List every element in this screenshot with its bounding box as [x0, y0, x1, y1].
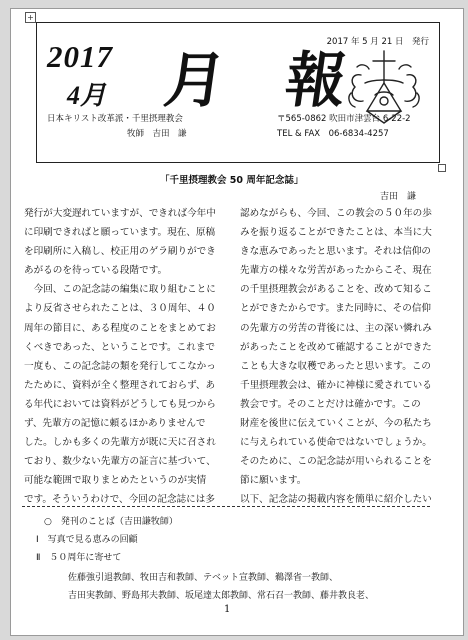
text-line: あがるのを待っている段階です。 [24, 265, 168, 277]
text-line: くべきであった、ということです。これまで [24, 341, 216, 353]
issue-year: 2017 [47, 39, 113, 74]
text-line: ことも大きな収穫であったと思います。この [240, 360, 432, 372]
text-line: そのために、この記念誌が用いられることを [240, 456, 432, 468]
text-line: に印刷できればと願っています。現在、原稿 [24, 227, 216, 239]
pastor-name: 牧師 吉田 謙 [127, 129, 187, 139]
text-line: ており、数少ない先輩方の証言に基づいて、 [24, 456, 216, 468]
article-column-left [24, 204, 220, 510]
toc-item: Ⅱ ５０周年に寄せて [36, 553, 122, 563]
toc-item: ○ 発刊のことば（吉田謙牧師） [44, 517, 178, 527]
text-line: の先輩方の労苦の背後には、主の深い憐れみ [240, 322, 432, 334]
article-title: 「千里摂理教会 50 周年記念誌」 [160, 175, 304, 186]
church-address: 〒565-0862 吹田市津雲台 6-22-2 [277, 114, 411, 124]
text-line: 周年の節目に、ある程度のことをまとめてお [24, 322, 216, 334]
toc-item: Ⅰ 写真で見る恵みの回顧 [36, 535, 138, 545]
toc-item: 吉田実教師、野島邦夫教師、坂尾達太郎教師、常石召一教師、藤井教良老、 [68, 591, 375, 601]
text-line: たために、資料が全く整理されておらず、あ [24, 379, 216, 391]
text-line: る年代においては資料がどうしても見つから [24, 398, 216, 410]
text-line: 教会です。そのことだけは確かです。この [240, 398, 421, 410]
text-line: 財産を後世に伝えていくことが、今の私たち [240, 418, 432, 430]
toc-item: 佐藤強引退教師、牧田吉和教師、テベット宣教師、鵜澤省一教師、 [68, 573, 339, 583]
newsletter-masthead [36, 22, 440, 163]
text-line: 節に願います。 [240, 475, 307, 487]
article-author: 吉田 謙 [380, 192, 417, 202]
text-line: ず、先輩方の記憶に頼るほかありませんで [24, 418, 206, 430]
text-line: 先輩方の様々な労苦があったからこそ、現在 [240, 265, 432, 277]
text-line: があったことを改めて確認することができた [240, 341, 432, 353]
text-line: に与えられている使命ではないでしょうか。 [240, 437, 432, 449]
issue-date: 2017 年 5 月 21 日 発行 [326, 37, 429, 47]
text-line: 以下、記念誌の掲載内容を簡単に紹介したい [240, 494, 432, 506]
table-resize-handle-icon[interactable] [438, 164, 446, 172]
text-line: とができたからです。また同時に、その信仰 [240, 303, 432, 315]
text-line: みを振り返ることができたことは、本当に大 [240, 227, 432, 239]
table-move-handle-icon[interactable]: + [25, 12, 36, 23]
text-line: 千里摂理教会は、確かに神様に愛されている [240, 379, 432, 391]
text-line: 今回、この記念誌の編集に取り組むことに [24, 284, 216, 296]
article-column-right [240, 204, 436, 510]
text-line: 発行が大変遅れていますが、できれば今年中 [24, 208, 216, 219]
text-line: を印刷所に入稿し、校正用のゲラ刷りができ [24, 246, 216, 258]
text-line: 可能な範囲で取りまとめたというのが実情 [24, 475, 207, 487]
text-line: より反省させられたことは、３０周年、４０ [24, 303, 216, 315]
issue-month: 4月 [67, 81, 107, 110]
text-line: 認めながらも、今回、この教会の５０年の歩 [240, 208, 432, 219]
text-line: きな恵みであったと思います。それは信仰の [240, 246, 432, 258]
newsletter-nameplate: 月 報 [160, 46, 371, 116]
text-line: の千里摂理教会があることを、改めて知るこ [240, 284, 432, 296]
church-name: 日本キリスト改革派・千里摂理教会 [47, 114, 183, 124]
page-number: 1 [224, 604, 231, 615]
section-divider [22, 506, 430, 507]
text-line: です。そういうわけで、今回の記念誌には多 [24, 494, 215, 506]
text-line: した。しかも多くの先輩方が既に天に召され [24, 437, 216, 449]
church-contact: TEL & FAX 06-6834-4257 [277, 129, 389, 139]
text-line: 一度も、この記念誌の類を発行してこなかっ [24, 360, 216, 372]
